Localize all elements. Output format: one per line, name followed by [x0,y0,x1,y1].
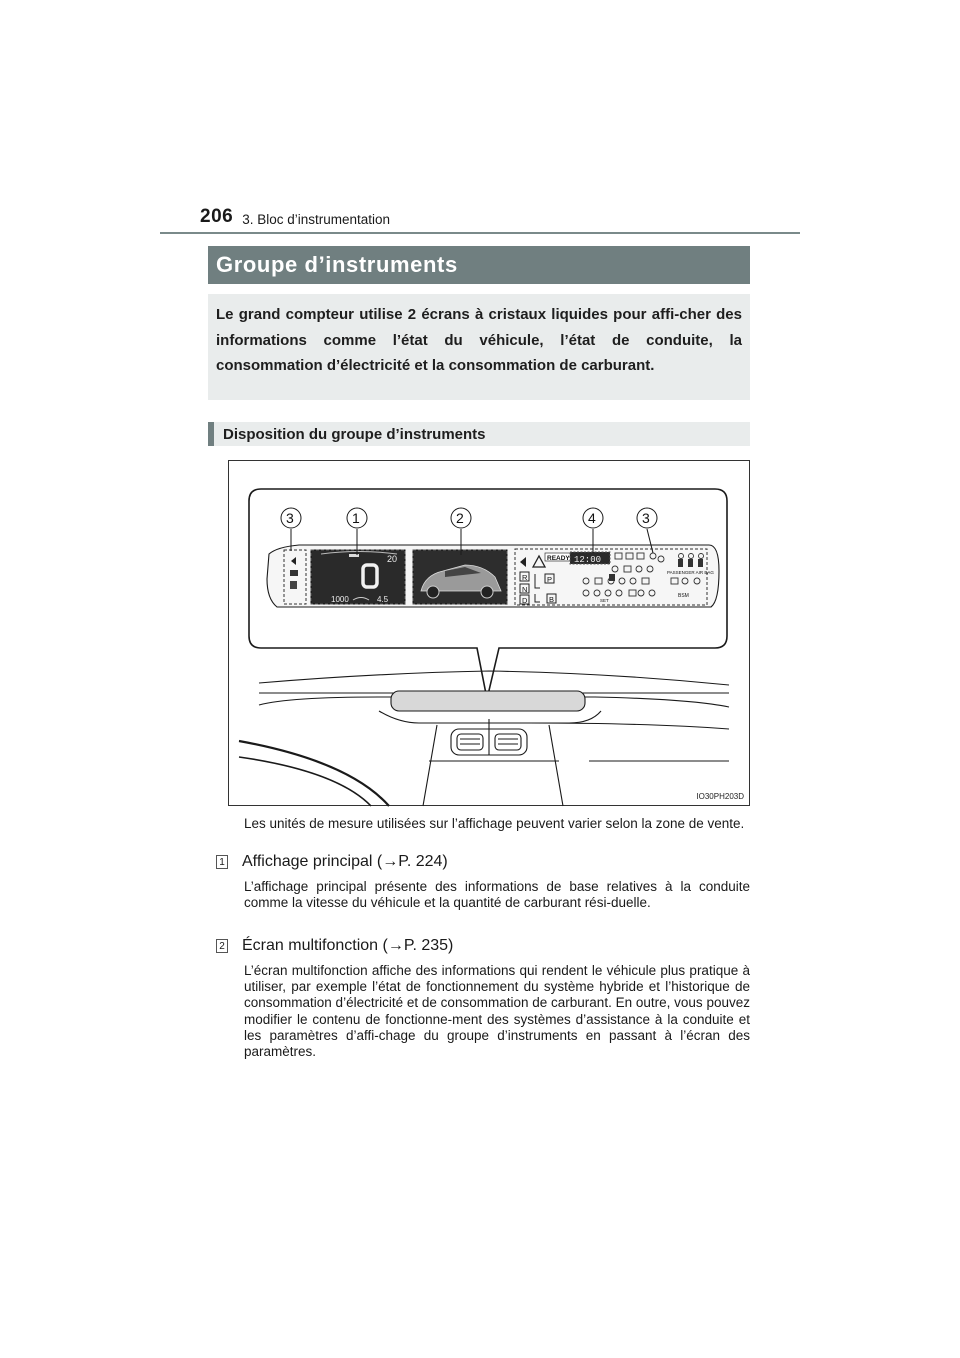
temp-readout: 20 [387,554,398,564]
page-header [200,206,390,228]
headlight-icon [290,570,298,576]
subsection-title: Disposition du groupe d’instruments [208,422,750,446]
clock-readout: 12:00 [574,555,602,565]
header-rule [160,232,800,234]
item-title: Affichage principal (→P. 224) [242,853,448,870]
callout-2: 2 [456,510,464,526]
item-description: L’écran multifonction affiche des informations qui rendent le véhicule plus pratique à utiliser, par exemple l’état de fonctionnement du système hybride et l’historique de consommation d’électricité et de consommation de carburant. En outre, vous pouvez modifier le contenu de fonctionne-ment des systèmes d’assistance à la conduite et les paramètres d’affi-chage du groupe d’instruments en passant à l’écran des paramètres. [244,963,750,1060]
bsm-label: BSM [678,593,689,599]
chapter-title: 3. Bloc d’instrumentation [242,212,391,227]
shift-r: R [522,573,528,582]
item-description: L’affichage principal présente des informations de base relatives à la conduite comme la vitesse du véhicule et la quantité de carburant rési-duelle. [244,879,750,911]
callout-1: 1 [352,510,360,526]
cluster-illustration [229,461,751,807]
odometer-readout: 1000 [331,595,349,604]
ready-indicator: READY [547,555,570,562]
shift-d: D [522,596,528,605]
item-main-display [216,853,750,911]
front-wheel [427,586,439,598]
shift-n: N [522,585,528,594]
item-number: 1 [216,855,228,869]
intro-text: Le grand compteur utilise 2 écrans à cristaux liquides pour affi-cher des informations comme l’état du véhicule, l’état de conduite, la consommation d’électricité et la consommation de carburant. [208,294,750,400]
instrument-cluster-figure [228,460,750,806]
fuel-pump-icon [290,581,297,589]
item-multi-info-display [216,937,750,1060]
figure-caption: Les unités de mesure utilisées sur l’affichage peuvent varier selon la zone de vente. [244,816,745,831]
callout-3-left: 3 [286,510,294,526]
set-label: SET [600,598,609,603]
item-title: Écran multifonction (→P. 235) [242,937,454,954]
shift-p: P [547,575,553,584]
item-number: 2 [216,939,228,953]
figure-code: IO30PH203D [696,792,744,801]
page-number: 206 [200,206,234,227]
rear-wheel [481,586,493,598]
passenger-airbag-label: PASSENGER AIR BAG [667,570,714,575]
callout-4: 4 [588,510,596,526]
shift-b: B [549,595,555,604]
section-title: Groupe d’instruments [208,246,750,284]
callout-3-right: 3 [642,510,650,526]
dashboard-drawing [239,671,729,806]
fuel-readout: 4.5 [377,595,389,604]
